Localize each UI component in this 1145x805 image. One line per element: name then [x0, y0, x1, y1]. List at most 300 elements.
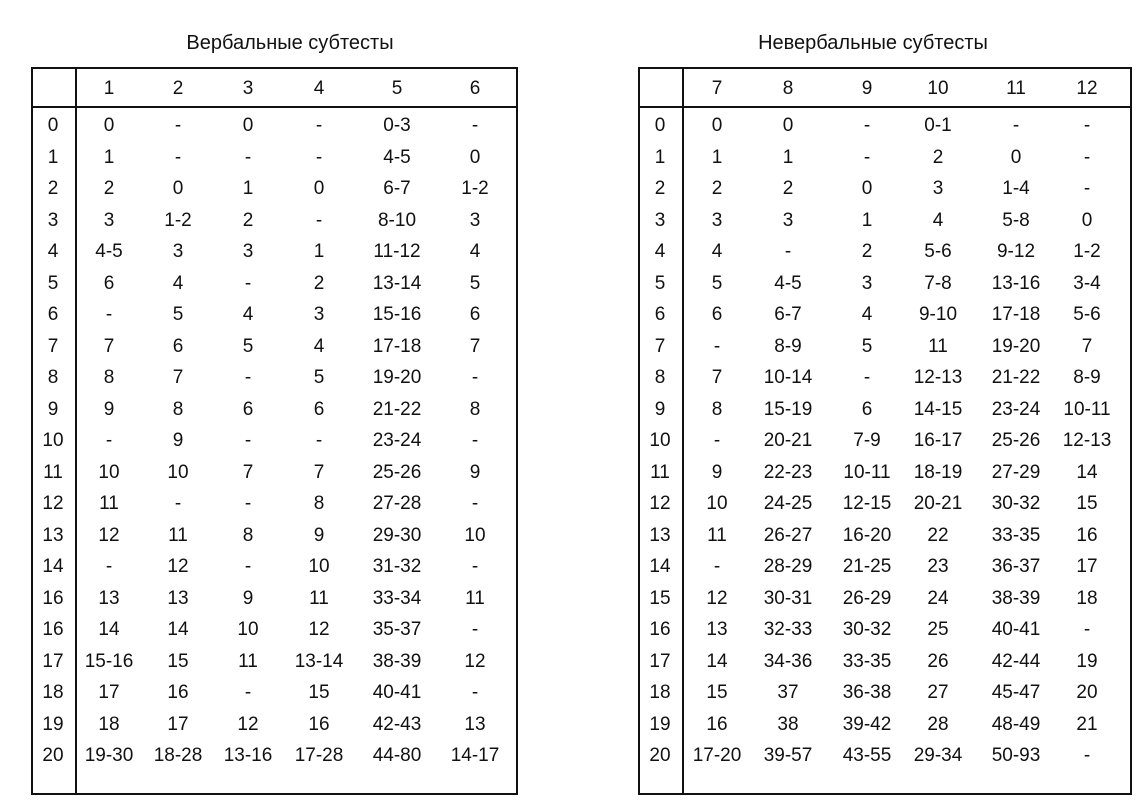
right-table-cell: 3 — [711, 209, 723, 231]
left-table-cell: 5 — [469, 272, 481, 294]
left-table-cell: - — [471, 115, 479, 136]
right-table-cell: 45-47 — [991, 682, 1041, 703]
left-table-cell: 0 — [103, 115, 115, 136]
right-table-cell: 18 — [1076, 587, 1098, 609]
left-row-label: 18 — [42, 682, 64, 703]
left-column-header: 1 — [103, 78, 115, 99]
right-table-cell: 3 — [782, 209, 794, 231]
right-table-cell: 22 — [927, 524, 949, 546]
left-table-cell: 10 — [464, 524, 486, 546]
left-table-cell: 31-32 — [372, 556, 422, 577]
right-table-cell: 0-1 — [924, 115, 952, 136]
left-table-cell: - — [244, 367, 252, 388]
right-row-label: 15 — [649, 587, 671, 609]
left-table-cell: 4 — [242, 304, 254, 325]
left-table-cell: 0 — [172, 178, 184, 199]
left-row-label: 16 — [42, 587, 64, 609]
left-table-cell: - — [315, 115, 323, 136]
left-table-cell: 12 — [167, 556, 189, 577]
left-table-cell: 8 — [469, 398, 481, 420]
left-table-cell: - — [471, 682, 479, 703]
right-table-cell: 2 — [861, 241, 873, 262]
left-column-header: 3 — [242, 78, 254, 99]
right-table-cell: 6 — [861, 398, 873, 420]
left-table-cell: - — [244, 272, 252, 294]
right-table-cell: 36-38 — [842, 682, 892, 703]
right-table-cell: 8 — [711, 398, 723, 420]
right-table-cell: - — [1012, 115, 1020, 136]
right-table-cell: 1-2 — [1073, 241, 1101, 262]
right-table-cell: 10-14 — [763, 367, 813, 388]
right-table-cell: 12-15 — [842, 493, 892, 514]
left-table-cell: - — [471, 619, 479, 640]
right-table-cell: 4-5 — [774, 272, 802, 294]
right-table-cell: 3 — [932, 178, 944, 199]
right-table-cell: 15 — [1076, 493, 1098, 514]
right-row-label: 4 — [654, 241, 666, 262]
left-table-cell: 35-37 — [372, 619, 422, 640]
left-table-cell: 8 — [313, 493, 325, 514]
right-row-label: 18 — [649, 682, 671, 703]
left-table-cell: 9 — [242, 587, 254, 609]
right-table-cell: 37 — [777, 682, 799, 703]
right-table-cell: 4 — [711, 241, 723, 262]
right-table-cell: 9 — [711, 461, 723, 483]
left-column-header: 2 — [172, 78, 184, 99]
right-table-cell: 34-36 — [763, 650, 813, 672]
right-table-cell: 9-12 — [996, 241, 1036, 262]
right-table-cell: 17 — [1076, 556, 1098, 577]
right-table-cell: - — [863, 146, 871, 168]
left-table-cell: 21-22 — [372, 398, 422, 420]
right-table-cell: 17-20 — [692, 745, 742, 766]
left-table-cell: 38-39 — [372, 650, 422, 672]
right-table-cell: - — [784, 241, 792, 262]
right-table-cell: - — [1083, 115, 1091, 136]
left-table-cell: 16 — [308, 713, 330, 735]
right-row-label: 8 — [654, 367, 666, 388]
left-row-label: 20 — [42, 745, 64, 766]
right-table-cell: 32-33 — [763, 619, 813, 640]
left-table-cell: 8 — [242, 524, 254, 546]
left-table-cell: 8 — [103, 367, 115, 388]
left-table-cell: - — [244, 146, 252, 168]
right-table-cell: 10-11 — [843, 461, 891, 483]
right-table-cell: 15 — [706, 682, 728, 703]
left-table-cell: 10 — [237, 619, 259, 640]
right-table-cell: 17-18 — [991, 304, 1041, 325]
right-row-label: 1 — [654, 146, 666, 168]
left-table-cell: 7 — [469, 335, 481, 357]
left-table-cell: 10 — [308, 556, 330, 577]
right-table-cell: 1 — [782, 146, 794, 168]
right-column-header: 9 — [861, 78, 873, 99]
left-table-cell: - — [471, 556, 479, 577]
left-table-cell: 1-2 — [164, 209, 192, 231]
right-table-cell: 30-31 — [763, 587, 813, 609]
right-table-cell: 8-9 — [774, 335, 802, 357]
left-table-cell: 18 — [98, 713, 120, 735]
left-column-header: 6 — [469, 78, 481, 99]
right-table-cell: 0 — [782, 115, 794, 136]
right-table-cell: 0 — [1081, 209, 1093, 231]
right-table-cell: 4 — [932, 209, 944, 231]
left-table-cell: 1 — [103, 146, 115, 168]
right-header-divider — [638, 106, 1132, 108]
right-table-cell: 5 — [861, 335, 873, 357]
right-table-cell: 19 — [1076, 650, 1098, 672]
left-table-cell: 6 — [313, 398, 325, 420]
left-row-label: 8 — [47, 367, 59, 388]
right-table-cell: 16 — [1076, 524, 1098, 546]
left-table-cell: 13 — [98, 587, 120, 609]
left-table-cell: - — [315, 209, 323, 231]
left-table-cell: - — [174, 115, 182, 136]
left-table-cell: 3 — [313, 304, 325, 325]
left-row-label: 13 — [42, 524, 64, 546]
left-column-header: 5 — [391, 78, 403, 99]
right-table-cell: - — [1083, 619, 1091, 640]
left-table-cell: 1 — [242, 178, 254, 199]
left-table-cell: - — [471, 367, 479, 388]
right-table-cell: 16-20 — [842, 524, 892, 546]
right-table-cell: 42-44 — [991, 650, 1041, 672]
right-table-cell: 39-42 — [842, 713, 892, 735]
left-table-cell: 6 — [103, 272, 115, 294]
right-table-cell: 38 — [777, 713, 799, 735]
left-table-cell: 0 — [313, 178, 325, 199]
left-table-cell: 9 — [313, 524, 325, 546]
left-table-cell: 11 — [465, 587, 485, 609]
right-table-cell: 25-26 — [991, 430, 1041, 451]
left-table-cell: 13-14 — [294, 650, 344, 672]
right-table-cell: 20-21 — [913, 493, 963, 514]
left-table-cell: 1 — [313, 241, 325, 262]
right-table-cell: 1 — [861, 209, 873, 231]
left-table-cell: 15-16 — [84, 650, 134, 672]
right-table-cell: 3 — [861, 272, 873, 294]
left-table-cell: 3 — [469, 209, 481, 231]
left-row-label: 16 — [42, 619, 64, 640]
right-table-cell: 20 — [1076, 682, 1098, 703]
right-table-cell: 28 — [927, 713, 949, 735]
left-row-label: 19 — [42, 713, 64, 735]
left-table-cell: - — [471, 430, 479, 451]
right-table-cell: - — [713, 430, 721, 451]
left-table-cell: 23-24 — [372, 430, 422, 451]
left-table-cell: 1-2 — [461, 178, 489, 199]
right-table-cell: - — [713, 556, 721, 577]
left-table-cell: 5 — [313, 367, 325, 388]
right-table-cell: 7-8 — [924, 272, 952, 294]
left-table-cell: 19-30 — [84, 745, 134, 766]
right-table-cell: - — [1083, 178, 1091, 199]
left-table-cell: 4 — [313, 335, 325, 357]
left-table-cell: - — [315, 146, 323, 168]
right-row-label: 13 — [649, 524, 671, 546]
left-table-cell: 6 — [469, 304, 481, 325]
left-header-divider — [31, 106, 518, 108]
left-table-cell: 15-16 — [372, 304, 422, 325]
right-table-title: Невербальные субтесты — [758, 32, 988, 54]
right-table-cell: 43-55 — [842, 745, 892, 766]
left-table-cell: 3 — [172, 241, 184, 262]
left-table-cell: 14 — [98, 619, 120, 640]
right-table-cell: 6-7 — [774, 304, 802, 325]
right-table-cell: 19-20 — [991, 335, 1041, 357]
right-table-cell: 30-32 — [991, 493, 1041, 514]
right-table-cell: 10 — [706, 493, 728, 514]
right-table-cell: 21-22 — [991, 367, 1041, 388]
left-table-cell: 5 — [172, 304, 184, 325]
right-table-cell: 38-39 — [991, 587, 1041, 609]
right-row-label: 12 — [649, 493, 671, 514]
right-table-cell: 25 — [927, 619, 949, 640]
left-row-label: 12 — [42, 493, 64, 514]
right-row-label: 5 — [654, 272, 666, 294]
left-table-cell: 13-14 — [372, 272, 422, 294]
right-table-cell: 14-15 — [913, 398, 963, 420]
right-table-cell: 5-8 — [1002, 209, 1030, 231]
right-table-cell: 16 — [706, 713, 728, 735]
right-column-header: 7 — [711, 78, 723, 99]
left-table-cell: - — [105, 430, 113, 451]
left-table-cell: 11 — [99, 493, 119, 514]
right-table-cell: - — [713, 335, 721, 357]
right-table-cell: 48-49 — [991, 713, 1041, 735]
right-table-cell: 0 — [711, 115, 723, 136]
left-row-label: 11 — [43, 461, 63, 483]
left-table-cell: 6 — [172, 335, 184, 357]
right-column-header: 11 — [1006, 78, 1026, 99]
right-table-cell: 11 — [928, 335, 948, 357]
left-table-cell: 7 — [103, 335, 115, 357]
left-table-cell: 14-17 — [450, 745, 500, 766]
right-table-cell: 8-9 — [1073, 367, 1101, 388]
left-row-label: 3 — [47, 209, 59, 231]
left-table-cell: - — [244, 682, 252, 703]
left-table-cell: - — [105, 304, 113, 325]
left-table-cell: 13 — [167, 587, 189, 609]
left-table-cell: 44-80 — [372, 745, 422, 766]
left-table-cell: 17-18 — [372, 335, 422, 357]
right-table-cell: 29-34 — [913, 745, 963, 766]
right-row-label: 11 — [650, 461, 670, 483]
right-column-header: 10 — [927, 78, 949, 99]
left-row-label: 2 — [47, 178, 59, 199]
right-table-cell: 20-21 — [763, 430, 813, 451]
left-table-cell: 14 — [167, 619, 189, 640]
right-table-cell: 50-93 — [991, 745, 1041, 766]
right-table-cell: 26-29 — [842, 587, 892, 609]
left-table-cell: 42-43 — [372, 713, 422, 735]
right-row-label: 9 — [654, 398, 666, 420]
left-table-cell: 13-16 — [223, 745, 273, 766]
right-table-cell: 21 — [1076, 713, 1098, 735]
right-table-cell: - — [1083, 146, 1091, 168]
right-column-header: 12 — [1076, 78, 1098, 99]
right-table-cell: 33-35 — [991, 524, 1041, 546]
right-table-cell: 0 — [861, 178, 873, 199]
left-table-cell: - — [244, 556, 252, 577]
left-table-title: Вербальные субтесты — [186, 32, 394, 54]
left-row-label: 4 — [47, 241, 59, 262]
left-row-label: 10 — [42, 430, 64, 451]
left-table-cell: 15 — [167, 650, 189, 672]
right-table-cell: - — [863, 367, 871, 388]
left-table-cell: 3 — [242, 241, 254, 262]
left-table-cell: 0 — [242, 115, 254, 136]
right-table-cell: 4 — [861, 304, 873, 325]
right-row-label: 16 — [649, 619, 671, 640]
right-table-cell: 7 — [711, 367, 723, 388]
left-table-cell: 2 — [313, 272, 325, 294]
right-table-cell: 6 — [711, 304, 723, 325]
left-table-cell: 12 — [237, 713, 259, 735]
left-table-cell: 10 — [98, 461, 120, 483]
right-table-cell: 14 — [1076, 461, 1098, 483]
left-table-cell: 2 — [242, 209, 254, 231]
right-table-cell: 33-35 — [842, 650, 892, 672]
right-table-cell: 13 — [706, 619, 728, 640]
left-table-cell: 7 — [242, 461, 254, 483]
right-table-cell: - — [1083, 745, 1091, 766]
right-table-cell: 5 — [711, 272, 723, 294]
left-table-cell: 12 — [308, 619, 330, 640]
left-table-cell: 5 — [242, 335, 254, 357]
left-table-cell: 25-26 — [372, 461, 422, 483]
right-table-cell: 28-29 — [763, 556, 813, 577]
right-table-cell: - — [863, 115, 871, 136]
right-row-label: 3 — [654, 209, 666, 231]
left-table-cell: 13 — [464, 713, 486, 735]
right-table-cell: 2 — [711, 178, 723, 199]
left-table-cell: 2 — [103, 178, 115, 199]
left-row-label: 14 — [42, 556, 64, 577]
right-table-cell: 26-27 — [763, 524, 813, 546]
left-table-cell: - — [174, 493, 182, 514]
left-table-cell: 0-3 — [383, 115, 411, 136]
right-row-label: 2 — [654, 178, 666, 199]
right-row-label: 17 — [649, 650, 671, 672]
left-table-cell: 11-12 — [373, 241, 421, 262]
right-table-cell: 18-19 — [913, 461, 963, 483]
right-table-cell: 22-23 — [763, 461, 813, 483]
left-table-cell: 9 — [103, 398, 115, 420]
right-table-cell: 12-13 — [1062, 430, 1112, 451]
right-table-cell: 27-29 — [991, 461, 1041, 483]
right-table-cell: 24 — [927, 587, 949, 609]
right-table-cell: 14 — [706, 650, 728, 672]
right-table-cell: 1-4 — [1002, 178, 1030, 199]
right-table-cell: 9-10 — [918, 304, 958, 325]
right-table-cell: 11 — [707, 524, 727, 546]
right-row-label: 7 — [654, 335, 666, 357]
right-table-cell: 23 — [927, 556, 949, 577]
right-table-cell: 7-9 — [853, 430, 881, 451]
left-table-cell: 29-30 — [372, 524, 422, 546]
left-table-cell: - — [105, 556, 113, 577]
right-row-label: 10 — [649, 430, 671, 451]
right-table-cell: 7 — [1081, 335, 1093, 357]
left-table-cell: - — [244, 493, 252, 514]
left-row-label: 17 — [42, 650, 64, 672]
left-table-cell: 8-10 — [377, 209, 417, 231]
left-table-cell: 12 — [464, 650, 486, 672]
left-table-cell: 8 — [172, 398, 184, 420]
left-table-cell: - — [315, 430, 323, 451]
left-column-header: 4 — [313, 78, 325, 99]
left-table-cell: 17-28 — [294, 745, 344, 766]
left-table-cell: 9 — [172, 430, 184, 451]
left-table-cell: 16 — [167, 682, 189, 703]
right-table-cell: 21-25 — [842, 556, 892, 577]
right-table-cell: 10-11 — [1063, 398, 1111, 420]
right-row-label: 14 — [649, 556, 671, 577]
left-table-cell: 18-28 — [153, 745, 203, 766]
left-table-cell: - — [244, 430, 252, 451]
left-row-label: 0 — [47, 115, 59, 136]
left-table-cell: 4-5 — [95, 241, 123, 262]
left-row-label: 7 — [47, 335, 59, 357]
right-table-cell: 24-25 — [763, 493, 813, 514]
left-table-cell: 4 — [469, 241, 481, 262]
right-table-cell: 16-17 — [913, 430, 963, 451]
left-table-cell: 17 — [98, 682, 120, 703]
right-row-label: 0 — [654, 115, 666, 136]
left-table-cell: 11 — [309, 587, 329, 609]
right-row-label: 20 — [649, 745, 671, 766]
right-row-label: 19 — [649, 713, 671, 735]
right-table-cell: 36-37 — [991, 556, 1041, 577]
right-table-cell: 0 — [1010, 146, 1022, 168]
left-table-cell: - — [174, 146, 182, 168]
left-table-cell: 40-41 — [372, 682, 422, 703]
right-table-cell: 39-57 — [763, 745, 813, 766]
left-table-cell: 17 — [167, 713, 189, 735]
left-table-cell: 4 — [172, 272, 184, 294]
right-table-cell: 23-24 — [991, 398, 1041, 420]
left-row-label: 9 — [47, 398, 59, 420]
left-table-cell: 11 — [238, 650, 258, 672]
right-table-cell: 13-16 — [991, 272, 1041, 294]
left-row-label: 6 — [47, 304, 59, 325]
right-row-label: 6 — [654, 304, 666, 325]
left-table-cell: 11 — [168, 524, 188, 546]
right-table-cell: 12-13 — [913, 367, 963, 388]
right-table-cell: 2 — [782, 178, 794, 199]
right-table-cell: 27 — [927, 682, 949, 703]
right-table-cell: 12 — [706, 587, 728, 609]
right-table-cell: 40-41 — [991, 619, 1041, 640]
left-table-cell: 27-28 — [372, 493, 422, 514]
right-column-header: 8 — [782, 78, 794, 99]
right-table-cell: 5-6 — [1073, 304, 1101, 325]
right-table-cell: 15-19 — [763, 398, 813, 420]
left-table-cell: 10 — [167, 461, 189, 483]
right-table-cell: 2 — [932, 146, 944, 168]
left-row-label: 5 — [47, 272, 59, 294]
right-table-cell: 26 — [927, 650, 949, 672]
left-table-cell: 33-34 — [372, 587, 422, 609]
left-table-cell: 15 — [308, 682, 330, 703]
right-table-cell: 5-6 — [924, 241, 952, 262]
left-table-cell: 6-7 — [383, 178, 411, 199]
left-table-cell: 4-5 — [383, 146, 411, 168]
left-table-cell: - — [471, 493, 479, 514]
right-table-cell: 30-32 — [842, 619, 892, 640]
left-table-cell: 19-20 — [372, 367, 422, 388]
